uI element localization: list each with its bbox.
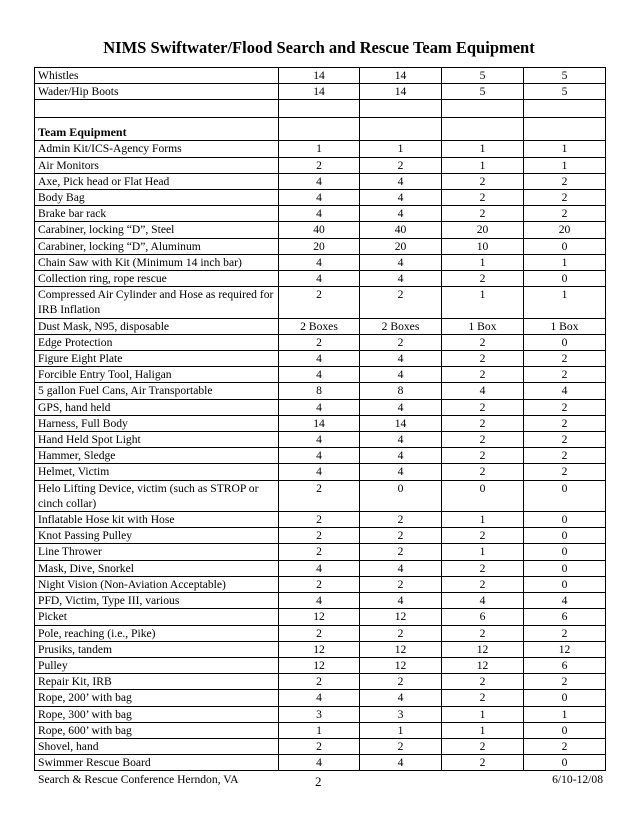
quantity-cell: 4 <box>524 593 606 609</box>
item-cell: Hammer, Sledge <box>35 448 279 464</box>
page-title: NIMS Swiftwater/Flood Search and Rescue Team Equipment <box>103 38 535 57</box>
item-cell: PFD, Victim, Type III, various <box>35 593 279 609</box>
item-cell: 5 gallon Fuel Cans, Air Transportable <box>35 383 279 399</box>
item-cell: Axe, Pick head or Flat Head <box>35 173 279 189</box>
quantity-cell: 4 <box>360 560 442 576</box>
item-cell: Prusiks, tandem <box>35 641 279 657</box>
quantity-cell: 1 <box>524 706 606 722</box>
quantity-cell: 14 <box>279 415 360 431</box>
quantity-cell: 2 <box>524 432 606 448</box>
quantity-cell: 2 <box>360 738 442 754</box>
table-row <box>35 190 606 206</box>
item-cell: Helmet, Victim <box>35 464 279 480</box>
quantity-cell: 4 <box>279 351 360 367</box>
quantity-cell: 4 <box>360 755 442 771</box>
item-cell: Collection ring, rope rescue <box>35 271 279 287</box>
equipment-table <box>34 67 606 771</box>
quantity-cell: 0 <box>442 480 524 511</box>
quantity-cell: 2 <box>360 528 442 544</box>
table-row <box>35 657 606 673</box>
quantity-cell: 2 <box>442 206 524 222</box>
footer-conference: Search & Rescue Conference Herndon, VA <box>38 773 239 786</box>
quantity-cell: 8 <box>279 383 360 399</box>
quantity-cell: 4 <box>360 173 442 189</box>
quantity-cell: 0 <box>524 480 606 511</box>
quantity-cell: 20 <box>442 222 524 238</box>
quantity-cell: 1 <box>442 254 524 270</box>
quantity-cell: 0 <box>524 528 606 544</box>
table-row <box>35 690 606 706</box>
quantity-cell: 2 <box>442 738 524 754</box>
item-cell: Compressed Air Cylinder and Hose as required for IRB Inflation <box>35 287 279 318</box>
quantity-cell: 2 <box>442 674 524 690</box>
quantity-cell: 2 <box>524 399 606 415</box>
quantity-cell: 2 <box>279 480 360 511</box>
table-row <box>35 641 606 657</box>
quantity-cell: 2 <box>360 625 442 641</box>
section-label: Team Equipment <box>38 125 127 140</box>
quantity-cell: 4 <box>360 367 442 383</box>
item-cell: Picket <box>35 609 279 625</box>
quantity-cell: 4 <box>279 432 360 448</box>
quantity-cell: 2 <box>442 432 524 448</box>
quantity-cell: 2 <box>524 674 606 690</box>
item-cell: Mask, Dive, Snorkel <box>35 560 279 576</box>
item-cell: Night Vision (Non-Aviation Acceptable) <box>35 576 279 592</box>
table-row <box>35 464 606 480</box>
item-cell: Chain Saw with Kit (Minimum 14 inch bar) <box>35 254 279 270</box>
quantity-cell: 4 <box>279 399 360 415</box>
quantity-cell: 4 <box>360 432 442 448</box>
quantity-cell: 1 <box>524 141 606 157</box>
quantity-cell: 14 <box>360 68 442 84</box>
item-cell: Rope, 200’ with bag <box>35 690 279 706</box>
table-row <box>35 238 606 254</box>
quantity-cell: 2 <box>524 173 606 189</box>
table-row <box>35 528 606 544</box>
quantity-cell: 2 <box>360 287 442 318</box>
quantity-cell: 1 <box>360 141 442 157</box>
quantity-cell: 4 <box>442 383 524 399</box>
quantity-cell: 4 <box>279 464 360 480</box>
quantity-cell: 0 <box>524 755 606 771</box>
table-row <box>35 755 606 771</box>
quantity-cell: 14 <box>279 84 360 100</box>
quantity-cell: 2 <box>279 528 360 544</box>
quantity-cell: 2 <box>442 448 524 464</box>
quantity-cell: 4 <box>360 593 442 609</box>
footer-date: 6/10-12/08 <box>552 773 603 786</box>
table-row <box>35 84 606 100</box>
table-row <box>35 68 606 84</box>
table-row <box>35 706 606 722</box>
quantity-cell: 1 <box>442 157 524 173</box>
quantity-cell: 2 <box>279 576 360 592</box>
table-row <box>35 254 606 270</box>
empty-cell <box>442 100 524 118</box>
quantity-cell: 4 <box>442 593 524 609</box>
table-row <box>35 480 606 511</box>
quantity-cell: 2 <box>279 287 360 318</box>
table-row <box>35 222 606 238</box>
quantity-cell: 1 <box>360 722 442 738</box>
item-cell: Edge Protection <box>35 334 279 350</box>
item-cell: Pole, reaching (i.e., Pike) <box>35 625 279 641</box>
table-row <box>35 544 606 560</box>
item-cell: Rope, 600’ with bag <box>35 722 279 738</box>
quantity-cell: 40 <box>279 222 360 238</box>
empty-cell <box>279 118 360 141</box>
quantity-cell: 1 Box <box>524 318 606 334</box>
quantity-cell: 2 <box>442 560 524 576</box>
table-row <box>35 157 606 173</box>
item-cell: Carabiner, locking “D”, Steel <box>35 222 279 238</box>
quantity-cell: 1 <box>524 254 606 270</box>
item-cell: Carabiner, locking “D”, Aluminum <box>35 238 279 254</box>
quantity-cell: 1 <box>442 722 524 738</box>
table-row <box>35 141 606 157</box>
quantity-cell: 6 <box>524 657 606 673</box>
quantity-cell: 12 <box>524 641 606 657</box>
quantity-cell: 2 <box>442 528 524 544</box>
item-cell: Figure Eight Plate <box>35 351 279 367</box>
table-row <box>35 415 606 431</box>
quantity-cell: 2 <box>442 367 524 383</box>
quantity-cell: 14 <box>360 84 442 100</box>
quantity-cell: 4 <box>360 448 442 464</box>
quantity-cell: 2 <box>360 544 442 560</box>
quantity-cell: 5 <box>442 84 524 100</box>
table-row <box>35 625 606 641</box>
quantity-cell: 2 <box>279 334 360 350</box>
table-row <box>35 173 606 189</box>
table-row <box>35 271 606 287</box>
table-row <box>35 738 606 754</box>
table-row <box>35 287 606 318</box>
quantity-cell: 40 <box>360 222 442 238</box>
item-cell: Knot Passing Pulley <box>35 528 279 544</box>
empty-cell <box>279 100 360 118</box>
quantity-cell: 2 <box>524 351 606 367</box>
quantity-cell: 12 <box>442 641 524 657</box>
table-row <box>35 334 606 350</box>
quantity-cell: 2 <box>279 674 360 690</box>
quantity-cell: 12 <box>360 657 442 673</box>
empty-cell <box>524 100 606 118</box>
quantity-cell: 20 <box>524 222 606 238</box>
quantity-cell: 2 <box>442 190 524 206</box>
table-row <box>35 560 606 576</box>
item-cell: Body Bag <box>35 190 279 206</box>
table-row <box>35 206 606 222</box>
table-row <box>35 448 606 464</box>
item-cell: Forcible Entry Tool, Haligan <box>35 367 279 383</box>
quantity-cell: 2 <box>524 206 606 222</box>
quantity-cell: 4 <box>279 690 360 706</box>
quantity-cell: 4 <box>279 593 360 609</box>
quantity-cell: 2 <box>442 625 524 641</box>
empty-cell <box>524 118 606 141</box>
table-row <box>35 512 606 528</box>
quantity-cell: 4 <box>360 464 442 480</box>
quantity-cell: 0 <box>524 690 606 706</box>
item-cell: Helo Lifting Device, victim (such as STROP or cinch collar) <box>35 480 279 511</box>
quantity-cell: 1 <box>442 287 524 318</box>
equipment-table-body <box>35 68 606 771</box>
quantity-cell: 2 <box>279 625 360 641</box>
quantity-cell: 4 <box>360 206 442 222</box>
quantity-cell: 2 Boxes <box>279 318 360 334</box>
item-cell: Pulley <box>35 657 279 673</box>
quantity-cell: 6 <box>442 609 524 625</box>
quantity-cell: 1 <box>524 287 606 318</box>
table-row <box>35 722 606 738</box>
empty-cell <box>442 118 524 141</box>
table-row <box>35 351 606 367</box>
quantity-cell: 4 <box>279 271 360 287</box>
quantity-cell: 4 <box>279 560 360 576</box>
quantity-cell: 0 <box>524 271 606 287</box>
item-cell: Wader/Hip Boots <box>35 84 279 100</box>
quantity-cell: 2 <box>442 690 524 706</box>
quantity-cell: 12 <box>360 641 442 657</box>
quantity-cell: 0 <box>524 560 606 576</box>
quantity-cell: 2 <box>360 334 442 350</box>
quantity-cell: 1 <box>442 512 524 528</box>
quantity-cell: 0 <box>524 512 606 528</box>
quantity-cell: 3 <box>279 706 360 722</box>
quantity-cell: 2 <box>524 415 606 431</box>
quantity-cell: 12 <box>279 609 360 625</box>
table-row <box>35 674 606 690</box>
quantity-cell: 4 <box>360 190 442 206</box>
quantity-cell: 2 <box>524 464 606 480</box>
quantity-cell: 4 <box>279 206 360 222</box>
quantity-cell: 2 <box>442 755 524 771</box>
table-row <box>35 318 606 334</box>
quantity-cell: 4 <box>279 190 360 206</box>
quantity-cell: 1 <box>279 722 360 738</box>
quantity-cell: 1 <box>442 141 524 157</box>
quantity-cell: 5 <box>524 68 606 84</box>
quantity-cell: 2 <box>524 190 606 206</box>
item-cell: Swimmer Rescue Board <box>35 755 279 771</box>
table-row <box>35 383 606 399</box>
quantity-cell: 2 <box>360 674 442 690</box>
quantity-cell: 2 <box>442 351 524 367</box>
quantity-cell: 0 <box>524 334 606 350</box>
quantity-cell: 1 <box>524 157 606 173</box>
quantity-cell: 2 <box>279 544 360 560</box>
quantity-cell: 1 <box>279 141 360 157</box>
item-cell: Whistles <box>35 68 279 84</box>
quantity-cell: 2 <box>360 512 442 528</box>
item-cell: Inflatable Hose kit with Hose <box>35 512 279 528</box>
footer-page-number: 2 <box>315 774 322 789</box>
quantity-cell: 2 <box>442 173 524 189</box>
quantity-cell: 4 <box>279 448 360 464</box>
quantity-cell: 3 <box>360 706 442 722</box>
quantity-cell: 8 <box>360 383 442 399</box>
table-row <box>35 399 606 415</box>
item-cell: Dust Mask, N95, disposable <box>35 318 279 334</box>
quantity-cell: 12 <box>442 657 524 673</box>
quantity-cell: 0 <box>524 544 606 560</box>
quantity-cell: 12 <box>360 609 442 625</box>
table-row <box>35 432 606 448</box>
item-cell: Admin Kit/ICS-Agency Forms <box>35 141 279 157</box>
quantity-cell: 2 Boxes <box>360 318 442 334</box>
quantity-cell: 14 <box>360 415 442 431</box>
quantity-cell: 2 <box>442 464 524 480</box>
quantity-cell: 2 <box>279 512 360 528</box>
section-header-row <box>35 118 606 141</box>
item-cell: Rope, 300’ with bag <box>35 706 279 722</box>
item-cell: Line Thrower <box>35 544 279 560</box>
item-cell: Brake bar rack <box>35 206 279 222</box>
quantity-cell: 4 <box>360 690 442 706</box>
quantity-cell: 4 <box>360 271 442 287</box>
quantity-cell: 4 <box>279 254 360 270</box>
table-row <box>35 576 606 592</box>
quantity-cell: 4 <box>360 351 442 367</box>
quantity-cell: 2 <box>524 738 606 754</box>
quantity-cell: 2 <box>442 399 524 415</box>
quantity-cell: 12 <box>279 657 360 673</box>
quantity-cell: 0 <box>360 480 442 511</box>
quantity-cell: 20 <box>279 238 360 254</box>
quantity-cell: 4 <box>279 755 360 771</box>
quantity-cell: 0 <box>524 722 606 738</box>
quantity-cell: 4 <box>360 399 442 415</box>
quantity-cell: 2 <box>360 157 442 173</box>
item-cell: Repair Kit, IRB <box>35 674 279 690</box>
quantity-cell: 2 <box>442 576 524 592</box>
quantity-cell: 2 <box>442 271 524 287</box>
item-cell: Hand Held Spot Light <box>35 432 279 448</box>
section-header-cell <box>35 118 279 141</box>
quantity-cell: 14 <box>279 68 360 84</box>
item-cell: Harness, Full Body <box>35 415 279 431</box>
quantity-cell: 5 <box>442 68 524 84</box>
item-cell: GPS, hand held <box>35 399 279 415</box>
empty-cell <box>35 100 279 118</box>
quantity-cell: 4 <box>360 254 442 270</box>
quantity-cell: 2 <box>279 157 360 173</box>
quantity-cell: 2 <box>279 738 360 754</box>
quantity-cell: 2 <box>442 334 524 350</box>
spacer-row <box>35 100 606 118</box>
quantity-cell: 4 <box>279 367 360 383</box>
table-row <box>35 609 606 625</box>
item-cell: Air Monitors <box>35 157 279 173</box>
quantity-cell: 10 <box>442 238 524 254</box>
quantity-cell: 2 <box>360 576 442 592</box>
quantity-cell: 2 <box>524 625 606 641</box>
quantity-cell: 1 <box>442 706 524 722</box>
quantity-cell: 2 <box>524 448 606 464</box>
quantity-cell: 5 <box>524 84 606 100</box>
item-cell: Shovel, hand <box>35 738 279 754</box>
empty-cell <box>360 100 442 118</box>
table-row <box>35 593 606 609</box>
quantity-cell: 6 <box>524 609 606 625</box>
empty-cell <box>360 118 442 141</box>
quantity-cell: 12 <box>279 641 360 657</box>
quantity-cell: 0 <box>524 238 606 254</box>
table-row <box>35 367 606 383</box>
quantity-cell: 1 Box <box>442 318 524 334</box>
quantity-cell: 20 <box>360 238 442 254</box>
quantity-cell: 2 <box>442 415 524 431</box>
quantity-cell: 1 <box>442 544 524 560</box>
quantity-cell: 0 <box>524 576 606 592</box>
quantity-cell: 4 <box>524 383 606 399</box>
quantity-cell: 2 <box>524 367 606 383</box>
quantity-cell: 4 <box>279 173 360 189</box>
